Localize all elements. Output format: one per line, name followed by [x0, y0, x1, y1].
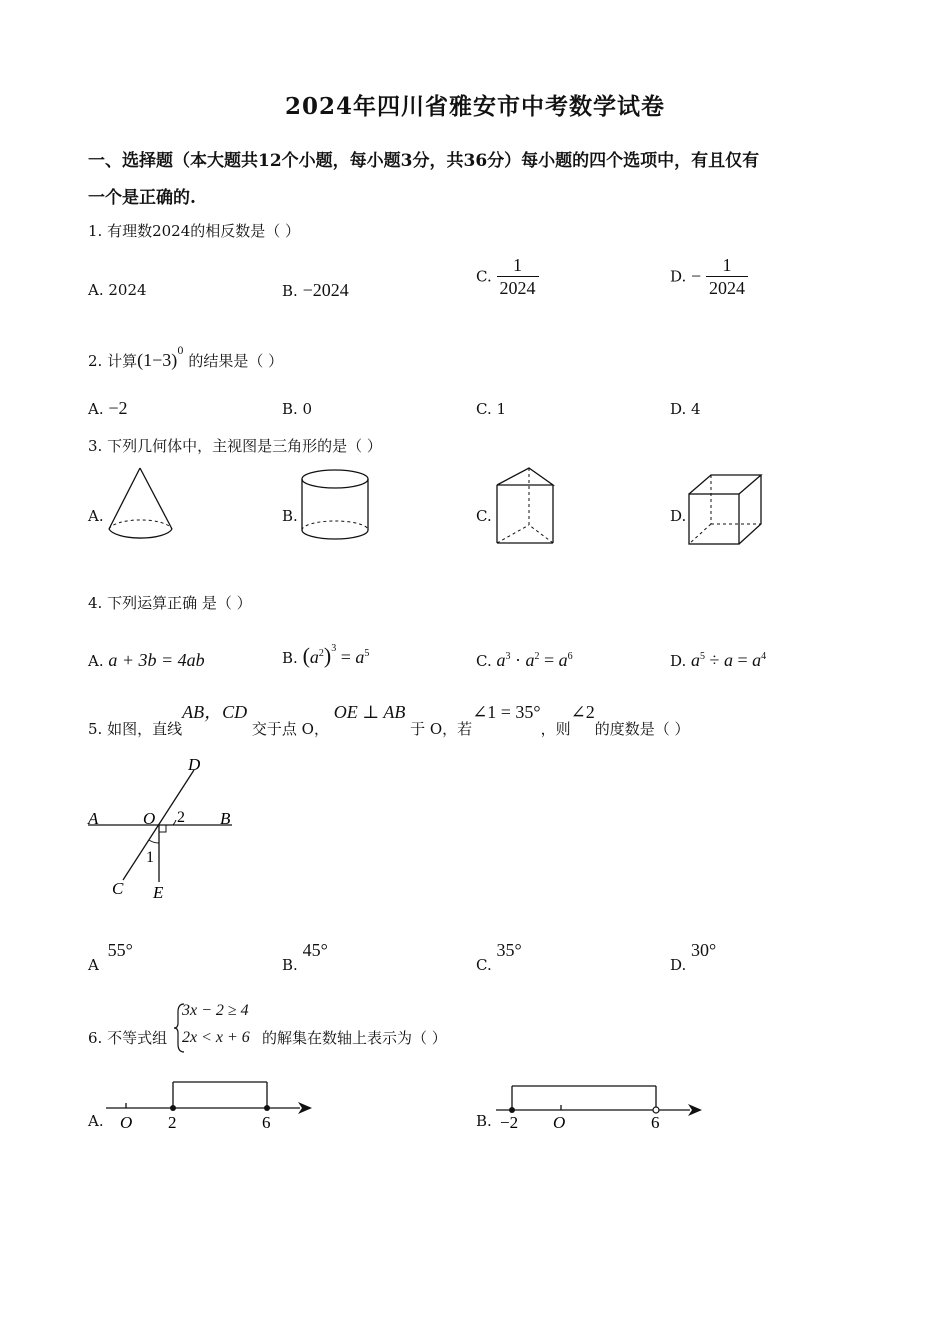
q5-fig-label-o: O — [143, 809, 156, 828]
q5-figure — [86, 752, 246, 904]
section-heading-line1: 一、选择题（本大题共12个小题，每小题3分，共36分）每小题的四个选项中，有且仅有 — [88, 151, 760, 171]
q3-option-a-label: A. — [88, 507, 104, 525]
cube-figure — [686, 472, 766, 548]
q4-option-a: A. a + 3b = 4ab — [88, 650, 205, 670]
q1-stem: 1. 有理数2024的相反数是（ ） — [88, 222, 301, 240]
q1-option-c: C. $\frac{1}{2024}$ — [476, 254, 539, 299]
q6-option-b-label: B. — [476, 1112, 492, 1130]
q5-option-b: B. 45° — [282, 940, 328, 974]
q2-stem: 2. 计算$(1-3)^0$ 的结果是（ ） — [88, 346, 284, 370]
q5-option-d: D. 30° — [670, 940, 717, 974]
q5-fig-label-d: D — [188, 755, 201, 774]
q6-number-line-b — [494, 1076, 708, 1136]
q5-fig-label-e: E — [153, 883, 164, 902]
q5-option-c: C. 35° — [476, 940, 522, 974]
q6a-label-2: 2 — [168, 1113, 177, 1132]
q1-option-b-value: −2024 — [302, 280, 349, 300]
q2-option-b: B. 0 — [282, 400, 313, 418]
q5-fig-label-1: 1 — [146, 849, 154, 866]
q1-option-b: B. −2024 — [282, 280, 349, 300]
triangular-prism-figure — [493, 465, 559, 547]
q4-option-d: D. $a^5 \div a = a^4$ — [670, 650, 767, 670]
q5-fig-label-2: 2 — [177, 809, 185, 826]
cylinder-figure — [299, 468, 375, 548]
q6-stem-pre: 6. 不等式组 — [88, 1029, 168, 1047]
q6-option-a-label: A. — [88, 1112, 104, 1130]
q6b-label-6: 6 — [651, 1113, 660, 1132]
q5-stem: 5. 如图，直线AB，CD 交于点 O， OE ⊥ AB 于 O，若∠1 = 35°，则∠2的度数是（ ） — [88, 702, 690, 738]
q5-option-a: A 55° — [88, 940, 133, 974]
q6-stem-post: 的解集在数轴上表示为（ ） — [262, 1029, 447, 1047]
q6b-label-o: O — [553, 1113, 566, 1132]
q5-fig-label-c: C — [112, 879, 124, 898]
q1-option-d: D. − $\frac{1}{2024}$ — [670, 254, 748, 299]
q3-option-d-label: D. — [670, 507, 687, 525]
q6-inequality-2: 2x < x + 6 — [182, 1029, 250, 1046]
q6b-label-neg2: −2 — [500, 1113, 519, 1132]
section-heading-line2: 一个是正确的. — [88, 188, 196, 208]
q3-option-c-label: C. — [476, 507, 492, 525]
q1-option-c-fraction: $\frac{1}{2024}$ — [497, 254, 539, 299]
q6a-label-o: O — [120, 1113, 133, 1132]
q5-fig-label-b: B — [220, 809, 231, 828]
q2-option-d: D. 4 — [670, 400, 701, 418]
q2-option-a: A. −2 — [88, 398, 128, 418]
q6-number-line-a — [104, 1076, 318, 1136]
q4-option-b: B. $(a^2)^3 = a^5$ — [282, 643, 370, 668]
q6a-label-6: 6 — [262, 1113, 271, 1132]
q6-inequality-1: 3x − 2 ≥ 4 — [182, 1002, 249, 1019]
cone-figure — [104, 465, 180, 545]
q5-fig-label-a: A — [88, 809, 99, 828]
q4-stem: 4. 下列运算正确 是（ ） — [88, 594, 252, 612]
q4-option-c: C. $a^3 \cdot a^2 = a^6$ — [476, 650, 573, 670]
q1-option-d-fraction: $\frac{1}{2024}$ — [706, 254, 748, 299]
q2-option-c: C. 1 — [476, 400, 507, 418]
q3-option-b-label: B. — [282, 507, 298, 525]
page-title: 2024年四川省雅安市中考数学试卷 — [284, 93, 665, 120]
q3-stem: 3. 下列几何体中，主视图是三角形的是（ ） — [88, 437, 382, 455]
q1-option-a: A. 2024 — [88, 281, 147, 299]
